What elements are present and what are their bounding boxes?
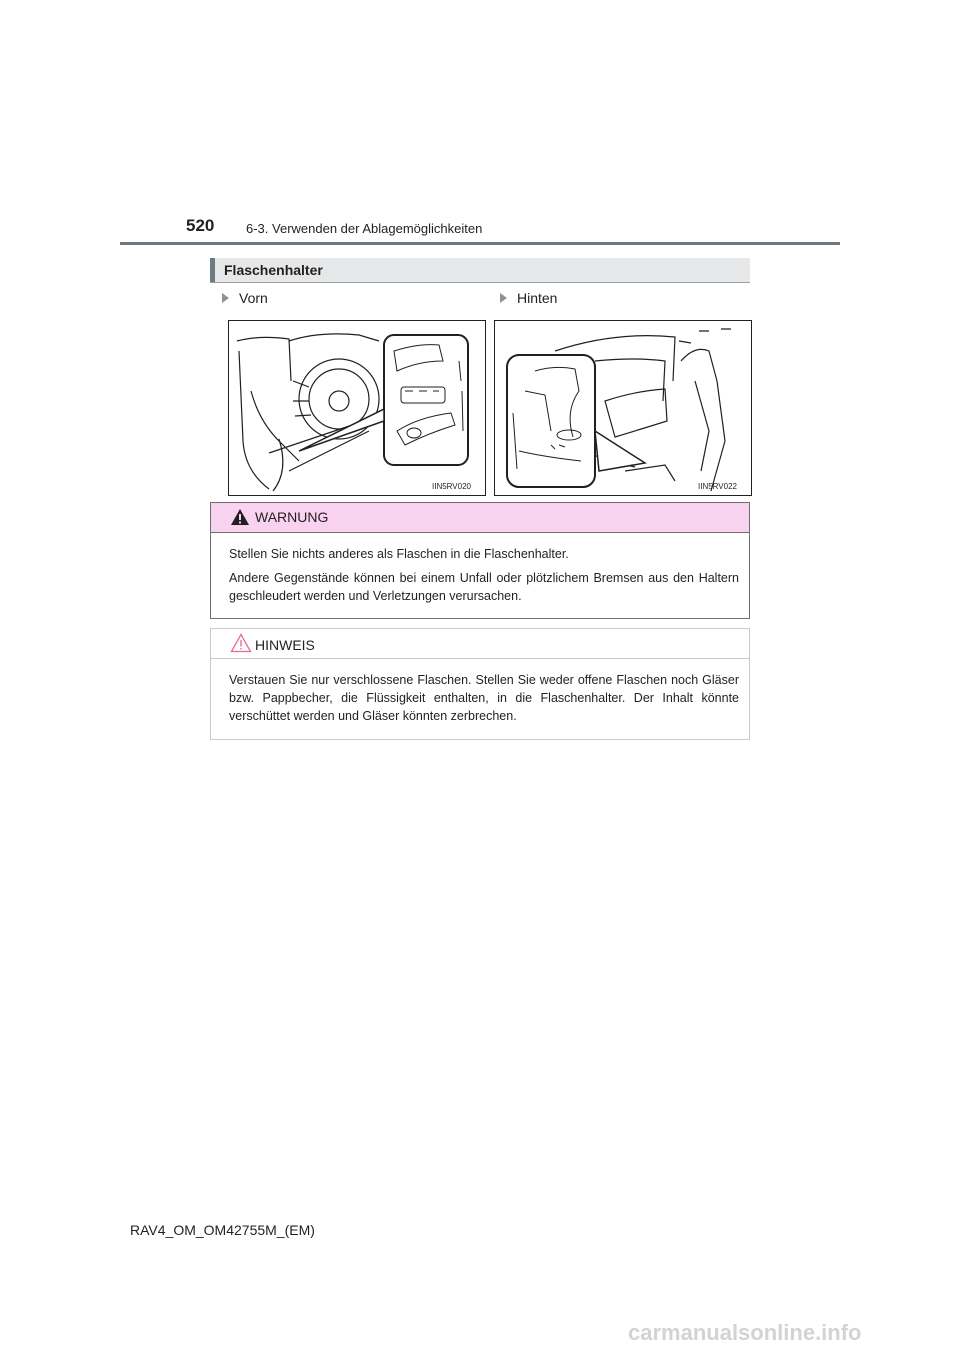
watermark: carmanualsonline.info xyxy=(628,1320,862,1345)
section-heading: Flaschenhalter xyxy=(224,262,323,278)
front-label: Vorn xyxy=(239,290,268,306)
warning-paragraph: Stellen Sie nichts anderes als Flaschen in die Flaschenhalter. xyxy=(229,547,569,561)
note-box xyxy=(210,628,750,740)
warning-triangle-icon xyxy=(230,508,250,526)
rear-subheading xyxy=(500,290,557,306)
footer-doc-id: RAV4_OM_OM42755M_(EM) xyxy=(130,1222,315,1238)
caution-triangle-icon xyxy=(230,633,252,653)
rear-bottle-holder-illustration xyxy=(494,320,752,496)
section-heading-bar xyxy=(210,258,750,283)
page-number: 520 xyxy=(186,216,215,235)
figure-code: IIN5RV020 xyxy=(432,482,471,491)
warning-header xyxy=(211,503,749,533)
chapter-title: 6-3. Verwenden der Ablagemöglichkeiten xyxy=(246,221,483,236)
front-door-illustration-drawing xyxy=(229,321,485,495)
triangle-bullet-icon xyxy=(222,293,229,303)
note-header xyxy=(211,629,749,659)
section-accent xyxy=(210,258,215,282)
triangle-bullet-icon xyxy=(500,293,507,303)
rear-label: Hinten xyxy=(517,290,558,306)
warning-paragraph: Andere Gegenstände können bei einem Unfall oder plötzlichem Bremsen aus den Haltern geschleudert werden und Verletzungen verursachen. xyxy=(229,571,739,603)
figure-code: IIN5RV022 xyxy=(698,482,737,491)
warning-box xyxy=(210,502,750,619)
note-title: HINWEIS xyxy=(255,637,315,653)
front-bottle-holder-illustration xyxy=(228,320,486,496)
rear-door-illustration-drawing xyxy=(495,321,751,495)
warning-body xyxy=(211,533,749,605)
header-rule xyxy=(120,242,840,245)
warning-title: WARNUNG xyxy=(255,509,329,525)
note-text: Verstauen Sie nur verschlossene Flaschen. Stellen Sie weder offene Flaschen noch Gläser bzw. Pappbecher, die Flüssigkeit enthalten, in die Flaschenhalter. Der Inhalt könnte verschüttet werden und Gläser könnten zerbrechen. xyxy=(229,673,739,723)
front-subheading xyxy=(222,290,268,306)
